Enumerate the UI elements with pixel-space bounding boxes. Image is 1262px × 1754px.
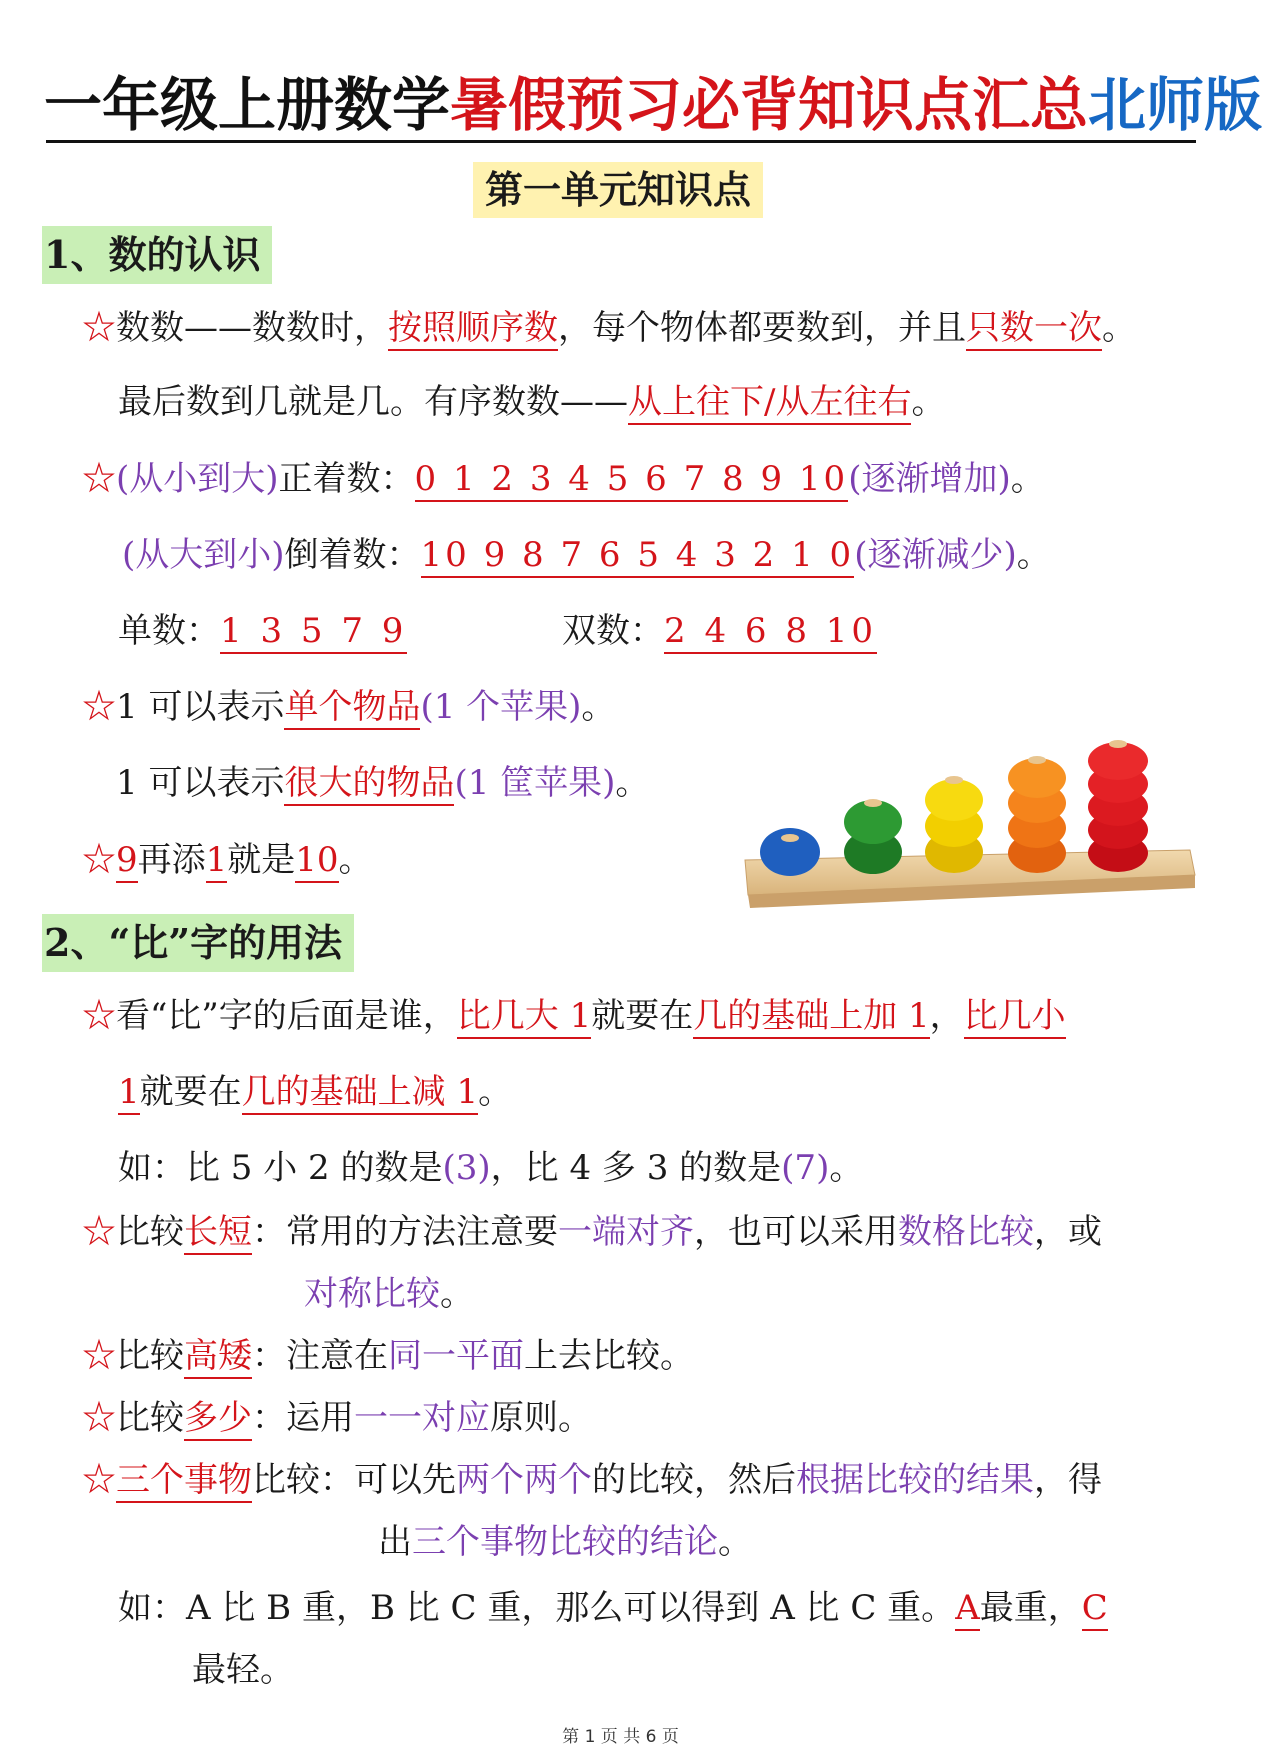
highlight: 很大的物品 [284,763,454,806]
highlight: 比几小 [964,996,1066,1039]
number: 10 [295,840,338,883]
highlight: 按照顺序数 [388,308,558,351]
text: 。 [829,1148,864,1188]
yellow-ring-stack [925,776,983,873]
note: (1 个苹果) [420,687,582,727]
highlight-purple: 一端对齐 [558,1212,694,1252]
star-icon: ☆ [82,1336,116,1376]
star-icon: ☆ [82,996,116,1036]
text: 。 [440,1274,474,1314]
s1-line-4 [122,533,1051,577]
note: (1 筐苹果) [454,763,616,803]
text: 。 [478,1072,513,1112]
s2-line-5 [304,1272,474,1316]
text: 最重， [979,1588,1082,1628]
s1-line-2 [118,380,945,424]
text: 出 [378,1522,412,1562]
highlight-purple: 根据比较的结果 [796,1460,1034,1500]
text: 倒着数： [284,535,421,575]
blue-ring-stack [760,828,820,876]
text: 双数： [562,611,664,651]
s1-line-7 [116,761,649,805]
text: 。 [581,687,616,727]
highlight-purple: 两个两个 [456,1460,592,1500]
note: (逐渐增加) [848,459,1011,499]
text: ，每个物体都要数到，并且 [558,308,966,348]
s2-line-2 [118,1070,512,1114]
unit-heading: 第一单元知识点 [473,162,763,218]
text: 。 [1016,535,1051,575]
text: ，得 [1034,1460,1102,1500]
s2-line-10 [118,1586,1108,1630]
highlight-purple: 三个事物比较的结论 [412,1522,718,1562]
s2-line-8 [82,1458,1102,1502]
number: 1 [206,840,228,883]
text: 。 [338,840,373,880]
s2-line-4 [82,1210,1102,1254]
star-icon: ☆ [82,1460,116,1500]
even-numbers: 2 4 6 8 10 [664,611,877,654]
s2-line-6 [82,1334,694,1378]
text: ，或 [1034,1212,1102,1252]
text: 上去比较。 [524,1336,694,1376]
text: 原则。 [490,1398,592,1438]
s2-line-1 [82,994,1066,1038]
text: ：注意在 [252,1336,388,1376]
text: 正着数： [278,459,415,499]
highlight: 单个物品 [284,687,420,730]
s1-line-3 [82,457,1045,501]
highlight-purple: 同一平面 [388,1336,524,1376]
text: ，比 4 多 3 的数是 [490,1148,782,1188]
highlight: 多少 [184,1398,252,1441]
text: 比较 [116,1336,184,1376]
text: 最轻。 [192,1650,294,1690]
s2-line-11 [192,1648,294,1692]
title-divider [46,140,1196,143]
star-icon: ☆ [82,1398,116,1438]
section-1-heading: 1、数的认识 [42,226,272,284]
s1-line-6 [82,685,615,729]
text: 如：A 比 B 重，B 比 C 重，那么可以得到 A 比 C 重。 [118,1588,956,1628]
s1-line-8 [82,838,373,882]
text: 就是 [227,840,296,880]
text: ， [929,996,964,1036]
highlight-purple: 一一对应 [354,1398,490,1438]
text: 。 [1102,308,1136,348]
highlight: 几的基础上减 1 [242,1072,478,1115]
page-footer: 第 1 页 共 6 页 [562,1727,679,1747]
page-title [44,58,1262,142]
number: 9 [116,840,138,883]
text: 1 可以表示 [116,763,285,803]
star-icon: ☆ [82,1212,116,1252]
highlight-purple: 数格比较 [898,1212,1034,1252]
star-icon: ☆ [82,308,116,348]
text: 。 [718,1522,752,1562]
text: 数数——数数时， [116,308,388,348]
highlight: A [955,1588,980,1631]
s1-line-5-odd [118,609,407,653]
highlight: 1 [118,1072,140,1115]
text: 比较：可以先 [252,1460,456,1500]
green-ring-stack [844,799,902,874]
text: 看“比”字的后面是谁， [116,996,457,1036]
text: 就要在 [591,996,694,1036]
number-sequence: 0 1 2 3 4 5 6 7 8 9 10 [415,459,849,502]
number-sequence: 10 9 8 7 6 5 4 3 2 1 0 [421,535,855,578]
s2-line-7 [82,1396,592,1440]
stacking-rings-toy-image [740,700,1200,910]
text: 再添 [137,840,206,880]
note: (从小到大) [116,459,279,499]
highlight-purple: 对称比较 [304,1274,440,1314]
s1-line-1 [82,306,1136,350]
text: 单数： [118,611,220,651]
text: ，也可以采用 [694,1212,898,1252]
text: 比较 [116,1398,184,1438]
highlight: 只数一次 [966,308,1102,351]
answer: (3) [442,1148,491,1188]
text: 。 [911,382,946,422]
note: (逐渐减少) [854,535,1017,575]
text: 最后数到几就是几。有序数数—— [118,382,628,422]
s2-line-3 [118,1146,863,1190]
orange-ring-stack [1008,756,1066,873]
highlight: 高矮 [184,1336,252,1379]
title-part-3: 北师版 [1088,71,1262,139]
text: ：运用 [252,1398,354,1438]
note: (从大到小) [122,535,285,575]
text: 比较 [116,1212,184,1252]
highlight: 长短 [184,1212,252,1255]
s1-line-5-even [562,609,877,653]
text: 。 [615,763,650,803]
text: 1 可以表示 [116,687,285,727]
text: 如：比 5 小 2 的数是 [118,1148,443,1188]
text: ：常用的方法注意要 [252,1212,558,1252]
highlight: 比几大 1 [457,996,591,1039]
odd-numbers: 1 3 5 7 9 [220,611,407,654]
s2-line-9 [378,1520,752,1564]
title-part-1: 一年级上册数学 [44,71,451,139]
highlight: 三个事物 [116,1460,252,1503]
highlight: C [1082,1588,1108,1631]
section-2-heading: 2、“比”字的用法 [42,914,354,972]
title-part-2: 暑假预习必背知识点汇总 [450,71,1089,139]
star-icon: ☆ [82,459,116,499]
highlight: 几的基础上加 1 [693,996,929,1039]
star-icon: ☆ [82,840,116,880]
star-icon: ☆ [82,687,116,727]
red-ring-stack [1088,740,1148,872]
text: 就要在 [139,1072,242,1112]
highlight: 从上往下/从左往右 [628,382,911,425]
answer: (7) [781,1148,830,1188]
text: 的比较，然后 [592,1460,796,1500]
text: 。 [1010,459,1045,499]
